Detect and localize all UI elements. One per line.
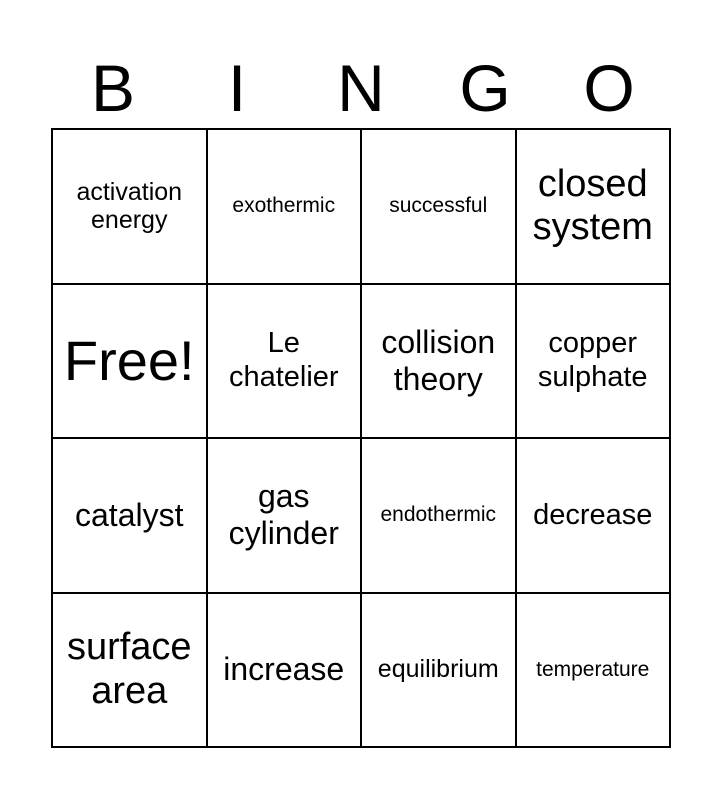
- bingo-cell[interactable]: [517, 439, 672, 594]
- bingo-cell[interactable]: [53, 594, 208, 749]
- cell-label: equilibrium: [377, 655, 499, 684]
- cell-label: activation energy: [76, 177, 183, 235]
- cell-label: collision theory: [381, 323, 496, 397]
- bingo-cell[interactable]: [517, 130, 672, 285]
- bingo-cell[interactable]: [362, 285, 517, 440]
- bingo-cell[interactable]: [517, 594, 672, 749]
- cell-label: Le chatelier: [228, 327, 339, 393]
- cell-label: successful: [389, 194, 488, 218]
- cell-label: decrease: [533, 498, 653, 531]
- bingo-cell[interactable]: [208, 439, 363, 594]
- cell-label: temperature: [536, 657, 650, 681]
- cell-label: Free!: [63, 328, 195, 392]
- bingo-cell-free[interactable]: [53, 285, 208, 440]
- cell-label: copper sulphate: [537, 327, 648, 393]
- bingo-header: [51, 48, 671, 128]
- header-letter-o: O: [583, 51, 635, 125]
- bingo-cell[interactable]: [362, 439, 517, 594]
- cell-label: endothermic: [380, 503, 497, 527]
- cell-label: exothermic: [232, 194, 336, 218]
- cell-label: catalyst: [75, 496, 184, 533]
- cell-label: closed system: [532, 162, 653, 249]
- bingo-cell[interactable]: [208, 130, 363, 285]
- bingo-cell[interactable]: [517, 285, 672, 440]
- bingo-cell[interactable]: [208, 594, 363, 749]
- bingo-board: [51, 128, 671, 748]
- bingo-cell[interactable]: [53, 439, 208, 594]
- bingo-cell[interactable]: [208, 285, 363, 440]
- bingo-cell[interactable]: [362, 594, 517, 749]
- cell-label: surface area: [66, 626, 192, 712]
- header-letter-i: I: [227, 51, 247, 125]
- bingo-cell[interactable]: [53, 130, 208, 285]
- bingo-cell[interactable]: [362, 130, 517, 285]
- cell-label: increase: [223, 651, 345, 688]
- header-letter-b: B: [90, 51, 136, 125]
- header-letter-n: N: [337, 51, 385, 125]
- header-letter-g: G: [459, 51, 511, 125]
- cell-label: gas cylinder: [228, 478, 339, 552]
